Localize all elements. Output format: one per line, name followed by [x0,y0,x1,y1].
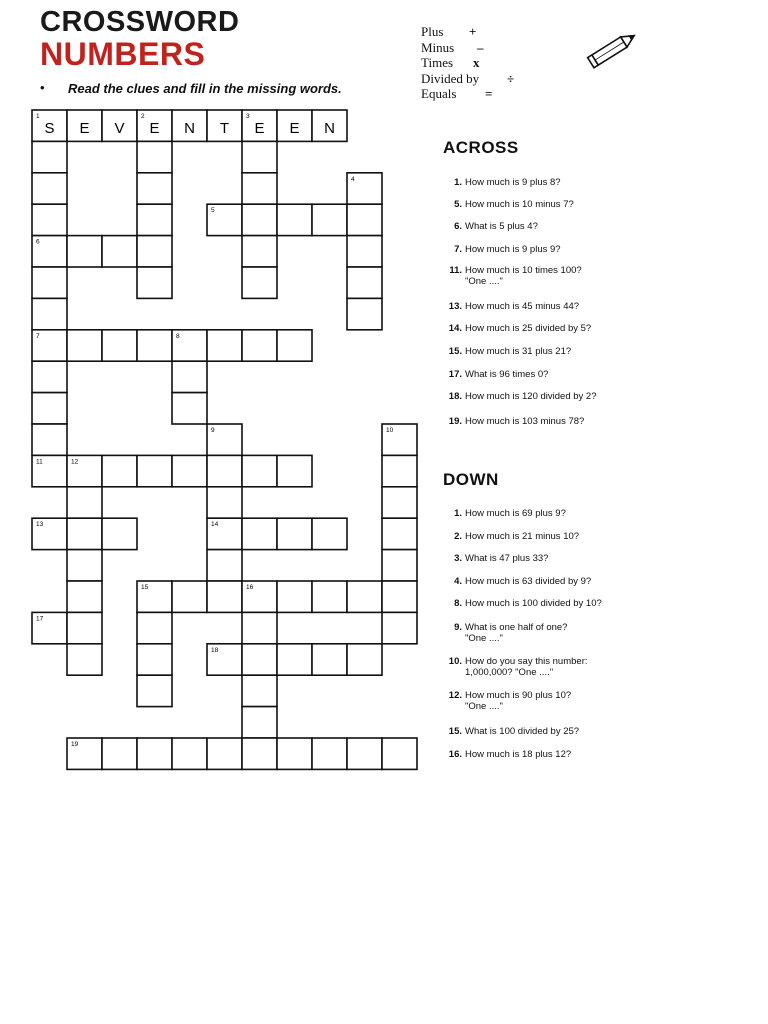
grid-cell[interactable] [347,204,382,235]
grid-cell[interactable] [347,267,382,298]
down-clue [440,622,760,644]
grid-cell[interactable] [137,267,172,298]
clue-text: How much is 10 times 100? [465,265,582,276]
grid-cell[interactable] [207,330,242,361]
grid-cell[interactable] [137,204,172,235]
down-clue [440,576,760,587]
cell-letter: E [289,120,300,137]
clue-number: 15. [448,726,462,737]
grid-cell[interactable] [242,675,277,706]
grid-cell[interactable] [137,455,172,486]
grid-cell[interactable] [277,738,312,769]
grid-cell[interactable] [382,518,417,549]
clue-number: 8. [454,598,462,609]
cell-number: 10 [386,427,394,434]
clue-number: 16. [448,749,462,760]
grid-cell[interactable] [277,581,312,612]
cell-letter: S [44,120,55,137]
grid-cell[interactable] [172,738,207,769]
clue-number: 9. [454,622,462,633]
across-clue [440,301,760,312]
cell-number: 3 [246,113,250,120]
grid-cell[interactable] [382,487,417,518]
clue-text: What is 47 plus 33? [465,553,549,564]
clue-number: 7. [454,244,462,255]
grid-cell[interactable] [242,644,277,675]
clue-number: 14. [448,323,462,334]
grid-cell[interactable] [137,141,172,172]
title-numbers: NUMBERS [40,36,206,72]
down-clue [440,553,760,564]
cell-number: 13 [36,521,44,529]
down-clue [440,508,760,519]
clue-text: How much is 18 plus 12? [465,749,572,760]
grid-cell[interactable] [32,393,67,424]
clue-number: 5. [454,199,462,210]
clue-text-line2: "One ...." [465,633,503,644]
clue-number: 13. [448,301,462,312]
cell-letter: E [79,120,90,137]
clue-number: 11. [449,265,462,276]
legend-symbol: = [485,86,493,102]
grid-cell[interactable] [207,581,242,612]
grid-cell[interactable] [242,612,277,643]
down-heading: DOWN [443,470,499,489]
clue-text: What is 100 divided by 25? [465,726,580,737]
grid-cell[interactable] [277,644,312,675]
grid-cell[interactable] [67,487,102,518]
grid-cell[interactable] [242,204,277,235]
legend-symbol: x [473,55,480,71]
grid-cell[interactable] [67,612,102,643]
grid-cell[interactable] [32,361,67,392]
grid-cell[interactable] [32,204,67,235]
across-clue [440,221,760,232]
grid-cell[interactable] [102,236,137,267]
across-clue [440,265,760,287]
clue-text: What is one half of one? [465,622,568,633]
grid-cell[interactable] [67,236,102,267]
clue-text: How much is 63 divided by 9? [465,576,592,587]
grid-cell[interactable] [347,738,382,769]
grid-cell[interactable] [172,393,207,424]
clue-number: 4. [454,576,462,587]
grid-cell[interactable] [207,550,242,581]
grid-cell[interactable] [137,738,172,769]
grid-cell[interactable] [102,518,137,549]
cell-number: 15 [141,584,149,591]
grid-cell[interactable] [137,330,172,361]
grid-cell[interactable] [242,173,277,204]
clue-text: How much is 45 minus 44? [465,301,580,312]
clue-text-line2: 1,000,000? "One ...." [465,667,554,678]
grid-cell[interactable] [207,487,242,518]
grid-cell[interactable] [67,550,102,581]
cell-number: 6 [36,238,40,246]
grid-cell[interactable] [67,518,102,549]
legend-symbol: – [477,39,484,55]
grid-cell[interactable] [102,738,137,769]
cell-number: 5 [211,207,215,215]
legend-word: Minus [421,39,455,55]
clue-text: How much is 31 plus 21? [465,346,572,357]
down-clue [440,749,760,760]
clue-text: How much is 120 divided by 2? [465,391,597,402]
cell-letter: E [254,120,265,137]
grid-cell[interactable] [137,236,172,267]
clue-text: What is 5 plus 4? [465,221,538,232]
cell-number: 14 [211,521,219,529]
grid-cell[interactable] [102,330,137,361]
grid-cell[interactable] [67,581,102,612]
grid-cell[interactable] [207,738,242,769]
across-clue [440,369,760,380]
down-clue [440,598,760,609]
grid-cell[interactable] [242,707,277,738]
cell-number: 19 [71,741,79,748]
grid-cell[interactable] [67,330,102,361]
cell-number: 8 [176,332,180,340]
grid-cell[interactable] [172,361,207,392]
across-clue [440,346,760,357]
grid-cell[interactable] [382,612,417,643]
cell-number: 11 [36,458,43,466]
grid-cell[interactable] [32,267,67,298]
cell-number: 4 [351,175,355,183]
clue-text: How much is 10 minus 7? [465,199,574,210]
clue-number: 1. [454,508,462,519]
grid-cell[interactable] [137,644,172,675]
cell-letter: V [114,120,125,137]
grid-cell[interactable] [102,455,137,486]
across-clue [440,177,760,188]
grid-cell[interactable] [67,644,102,675]
cell-number: 16 [246,584,254,591]
grid-cell[interactable] [312,204,347,235]
grid-cell[interactable] [137,173,172,204]
grid-cell[interactable] [312,738,347,769]
down-clue [440,531,760,542]
cell-number: 12 [71,458,79,466]
grid-cell[interactable] [347,236,382,267]
title-crossword: CROSSWORD [40,6,240,38]
grid-cell[interactable] [312,644,347,675]
clue-number: 10. [448,656,462,667]
clue-text: How much is 25 divided by 5? [465,323,592,334]
grid-cell[interactable] [277,330,312,361]
clue-text: How do you say this number: [465,656,588,667]
grid-cell[interactable] [242,141,277,172]
cell-letter: N [324,120,335,137]
cell-number: 17 [36,615,44,623]
cell-letter: N [184,120,195,137]
clue-number: 17. [448,369,462,380]
down-clue [440,656,760,678]
grid-cell[interactable] [32,141,67,172]
clue-number: 3. [454,553,462,564]
clue-text: How much is 103 minus 78? [465,416,585,427]
grid-cell[interactable] [172,581,207,612]
cell-letter: E [149,120,160,137]
grid-cell[interactable] [32,173,67,204]
grid-cell[interactable] [382,581,417,612]
clue-text: How much is 90 plus 10? [465,690,572,701]
cell-number: 9 [211,427,215,434]
clue-text: What is 96 times 0? [465,369,549,380]
clue-text: How much is 69 plus 9? [465,508,566,519]
grid-cell[interactable] [32,298,67,329]
cell-number: 2 [141,113,145,120]
grid-cell[interactable] [347,581,382,612]
grid-cell[interactable] [312,581,347,612]
across-heading: ACROSS [443,138,519,157]
grid-cell[interactable] [312,518,347,549]
legend-word: Equals [421,86,457,102]
grid-cell[interactable] [382,550,417,581]
grid-cell[interactable] [242,518,277,549]
clue-text-line2: "One ...." [465,701,503,712]
legend-word: Times [421,55,454,71]
clue-number: 1. [454,177,462,188]
cell-letter: T [219,120,230,137]
instruction-text: Read the clues and fill in the missing words. [68,81,342,96]
clue-text: How much is 21 minus 10? [465,531,580,542]
grid-cell[interactable] [207,455,242,486]
cell-number: 18 [211,646,219,654]
legend-word: Plus [421,24,444,39]
grid-cell[interactable] [242,330,277,361]
grid-cell[interactable] [277,455,312,486]
down-clue [440,690,760,712]
grid-cell[interactable] [137,675,172,706]
clue-text: How much is 9 plus 8? [465,177,561,188]
clue-number: 6. [454,221,462,232]
across-clue [440,244,760,255]
grid-cell[interactable] [347,644,382,675]
cell-number: 7 [36,332,40,340]
clue-text-line2: "One ...." [465,276,503,287]
grid-cell[interactable] [32,424,67,455]
grid-cell[interactable] [242,236,277,267]
grid-cell[interactable] [242,267,277,298]
across-clue [440,199,760,210]
grid-cell[interactable] [137,612,172,643]
grid-cell[interactable] [242,455,277,486]
across-clue [440,391,760,402]
grid-cell[interactable] [172,455,207,486]
grid-cell[interactable] [347,298,382,329]
clue-number: 18. [448,391,462,402]
clue-number: 2. [454,531,462,542]
clue-text: How much is 9 plus 9? [465,244,561,255]
clue-text: How much is 100 divided by 10? [465,598,602,609]
clue-number: 15. [448,346,462,357]
legend-word: Divided by [421,70,480,86]
cell-number: 1 [36,113,40,120]
grid-cell[interactable] [382,455,417,486]
across-clue [440,323,760,334]
grid-cell[interactable] [382,738,417,769]
clue-number: 19. [448,416,462,427]
down-clue [440,726,760,737]
clue-number: 12. [448,690,462,701]
grid-cell[interactable] [277,518,312,549]
legend-symbol: ÷ [507,70,515,86]
bullet: • [40,80,45,95]
grid-cell[interactable] [277,204,312,235]
legend-symbol: + [469,24,477,39]
grid-cell[interactable] [242,738,277,769]
across-clue [440,416,760,427]
